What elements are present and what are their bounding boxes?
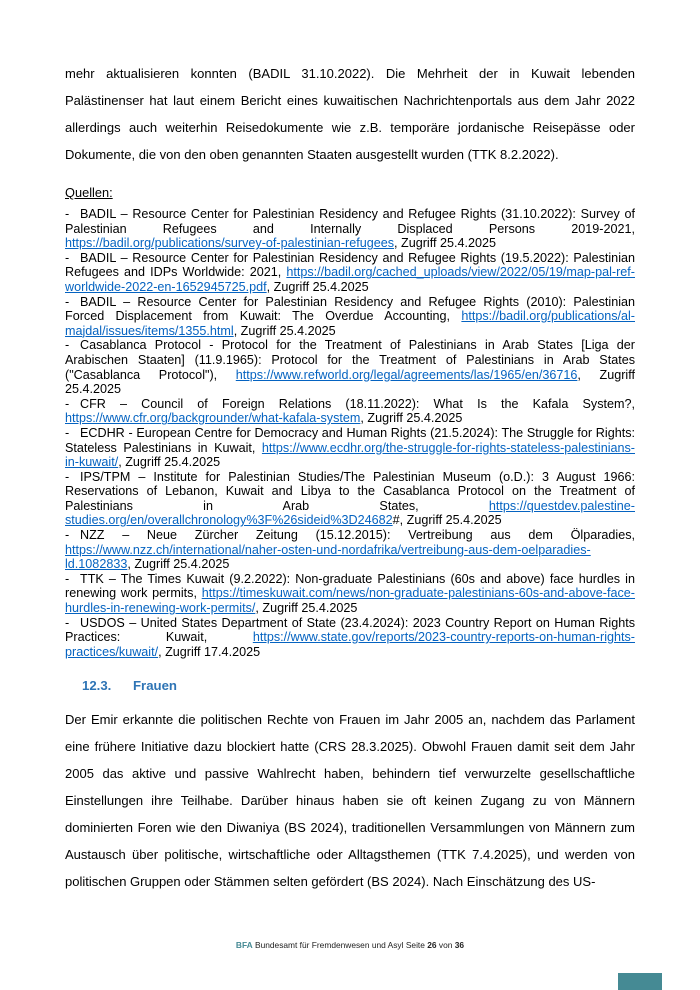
- of-label: von: [438, 940, 453, 950]
- source-link[interactable]: https://badil.org/publications/al-majdal/issues/items/1355.html: [65, 309, 635, 338]
- source-text: Casablanca Protocol - Protocol for the Treatment of Palestinians in Arab States [Liga der Arabischen Staaten] (11.9.1965): Protocol for the Treatment of Palestinians in Arab States ("Casablanca Protocol"),: [65, 338, 635, 382]
- org-abbr: BFA: [235, 940, 253, 950]
- sources-list: [65, 207, 635, 659]
- source-item: [65, 426, 635, 470]
- list-dash-icon: -: [65, 425, 70, 440]
- source-text: BADIL – Resource Center for Palestinian Residency and Refugee Rights (19.5.2022): Palestinian Refugees and IDPs Worldwide: 2021,: [65, 250, 635, 280]
- list-dash-icon: -: [65, 528, 70, 543]
- section-heading-frauen: [82, 678, 635, 693]
- section-number: 12.3.: [82, 678, 112, 694]
- source-link[interactable]: https://www.refworld.org/legal/agreements/las/1965/en/36716: [235, 367, 578, 382]
- source-link[interactable]: https://www.state.gov/reports/2023-country-reports-on-human-rights-practices/kuwait/: [65, 630, 635, 659]
- source-access-date: , Zugriff 17.4.2025: [158, 644, 261, 659]
- source-access-date: , Zugriff 25.4.2025: [65, 367, 635, 397]
- source-link[interactable]: https://www.ecdhr.org/the-struggle-for-rights-stateless-palestinians-in-kuwait/: [65, 440, 635, 470]
- frauen-paragraph: Der Emir erkannte die politischen Rechte von Frauen im Jahr 2005 an, nachdem das Parlament eine frühere Initiative dazu blockiert hatte (CRS 28.3.2025). Obwohl Frauen damit seit dem Jahr 2005 das aktive und passive Wahlrecht haben, behindern tief verwurzelte gesellschaftliche Einstellungen ihre Teilhabe. Darüber hinaus haben sie oft keinen Zugang zu von Männern dominierten Foren wie den Diwaniya (BS 2024), traditionellen Versammlungen von Männern zum Austausch über politische, wirtschaftliche oder Alltagsthemen (TTK 7.4.2025), und werden von politischen Gruppen oder Stämmen selten gefördert (BS 2024). Nach Einschätzung des US-: [65, 712, 635, 890]
- page-number: 26: [427, 940, 437, 950]
- source-text: IPS/TPM – Institute for Palestinian Studies/The Palestinian Museum (o.D.): 3 August 1966: Reservations of Lebanon, Kuwait and Libya to the Casablanca Protocol on the Treatment of Palestinians in Arab States,: [65, 469, 635, 513]
- org-name: Bundesamt für Fremdenwesen und Asyl: [254, 940, 404, 950]
- source-item: [65, 251, 635, 295]
- page-label: Seite: [405, 940, 425, 950]
- source-item: [65, 207, 635, 251]
- corner-accent: [618, 973, 662, 990]
- source-item: [65, 528, 635, 572]
- source-link[interactable]: https://www.nzz.ch/international/naher-osten-und-nordafrika/vertreibung-aus-dem-oelparadies-ld.1082833: [65, 542, 591, 572]
- list-dash-icon: -: [65, 250, 70, 265]
- source-access-date: , Zugriff 25.4.2025: [255, 601, 358, 616]
- source-link[interactable]: https://badil.org/cached_uploads/view/2022/05/19/map-pal-ref-worldwide-2022-en-1652945725.pdf: [65, 265, 635, 294]
- section-title: Frauen: [133, 678, 177, 694]
- sources-heading: Quellen:: [65, 185, 113, 200]
- list-dash-icon: -: [65, 338, 70, 353]
- source-item: [65, 338, 635, 396]
- source-link[interactable]: https://questdev.palestine-studies.org/en/overallchronology%3F%26sideid%3D24682: [65, 498, 635, 528]
- source-item: [65, 295, 635, 339]
- source-text: BADIL – Resource Center for Palestinian Residency and Refugee Rights (31.10.2022): Survey of Palestinian Refugees and Internally Displaced Persons 2019-2021,: [65, 207, 635, 236]
- source-text: BADIL – Resource Center for Palestinian Residency and Refugee Rights (2010): Palestinian Forced Displacement from Kuwait: The Overdue Accounting,: [65, 294, 635, 324]
- source-item: [65, 397, 635, 426]
- list-dash-icon: -: [65, 396, 70, 411]
- source-access-date: , Zugriff 25.4.2025: [266, 279, 369, 294]
- source-access-date: , Zugriff 25.4.2025: [118, 455, 221, 470]
- source-item: [65, 572, 635, 616]
- list-dash-icon: -: [65, 469, 70, 484]
- intro-paragraph: mehr aktualisieren konnten (BADIL 31.10.2022). Die Mehrheit der in Kuwait lebenden Palästinenser hat laut einem Bericht eines kuwaitischen Nachrichtenportals aus dem Jahr 2022 allerdings auch weiterhin Reisedokumente wie z.B. temporäre jordanische Reisepässe oder Dokumente, die von den oben genannten Staaten ausgestellt wurden (TTK 8.2.2022).: [65, 66, 635, 162]
- source-text: TTK – The Times Kuwait (9.2.2022): Non-graduate Palestinians (60s and above) face hurdles in renewing work permits,: [65, 571, 635, 601]
- total-pages: 36: [454, 940, 465, 950]
- page-footer: [0, 940, 700, 950]
- page-content: [65, 60, 635, 895]
- source-access-date: , Zugriff 25.4.2025: [394, 236, 497, 251]
- list-dash-icon: -: [65, 207, 70, 221]
- source-item: [65, 470, 635, 528]
- source-access-date: , Zugriff 25.4.2025: [127, 557, 230, 572]
- source-link[interactable]: https://www.cfr.org/backgrounder/what-kafala-system: [65, 411, 361, 426]
- source-access-date: , Zugriff 25.4.2025: [233, 323, 336, 338]
- list-dash-icon: -: [65, 571, 70, 586]
- list-dash-icon: -: [65, 615, 70, 630]
- source-text: ECDHR - European Centre for Democracy and Human Rights (21.5.2024): The Struggle for Rights: Stateless Palestinians in Kuwait,: [65, 425, 635, 455]
- source-text: USDOS – United States Department of State (23.4.2024): 2023 Country Report on Human Rights Practices: Kuwait,: [65, 615, 635, 645]
- list-dash-icon: -: [65, 294, 70, 309]
- source-access-date: , Zugriff 25.4.2025: [360, 411, 463, 426]
- source-link[interactable]: https://badil.org/publications/survey-of-palestinian-refugees: [65, 236, 395, 251]
- source-link[interactable]: https://timeskuwait.com/news/non-graduate-palestinians-60s-and-above-face-hurdles-in-renewing-work-permits/: [65, 586, 635, 616]
- source-text: CFR – Council of Foreign Relations (18.11.2022): What Is the Kafala System?,: [80, 396, 635, 411]
- source-item: [65, 616, 635, 660]
- source-text: NZZ – Neue Zürcher Zeitung (15.12.2015): Vertreibung aus dem Ölparadies,: [80, 528, 635, 543]
- source-access-date: #, Zugriff 25.4.2025: [392, 513, 502, 528]
